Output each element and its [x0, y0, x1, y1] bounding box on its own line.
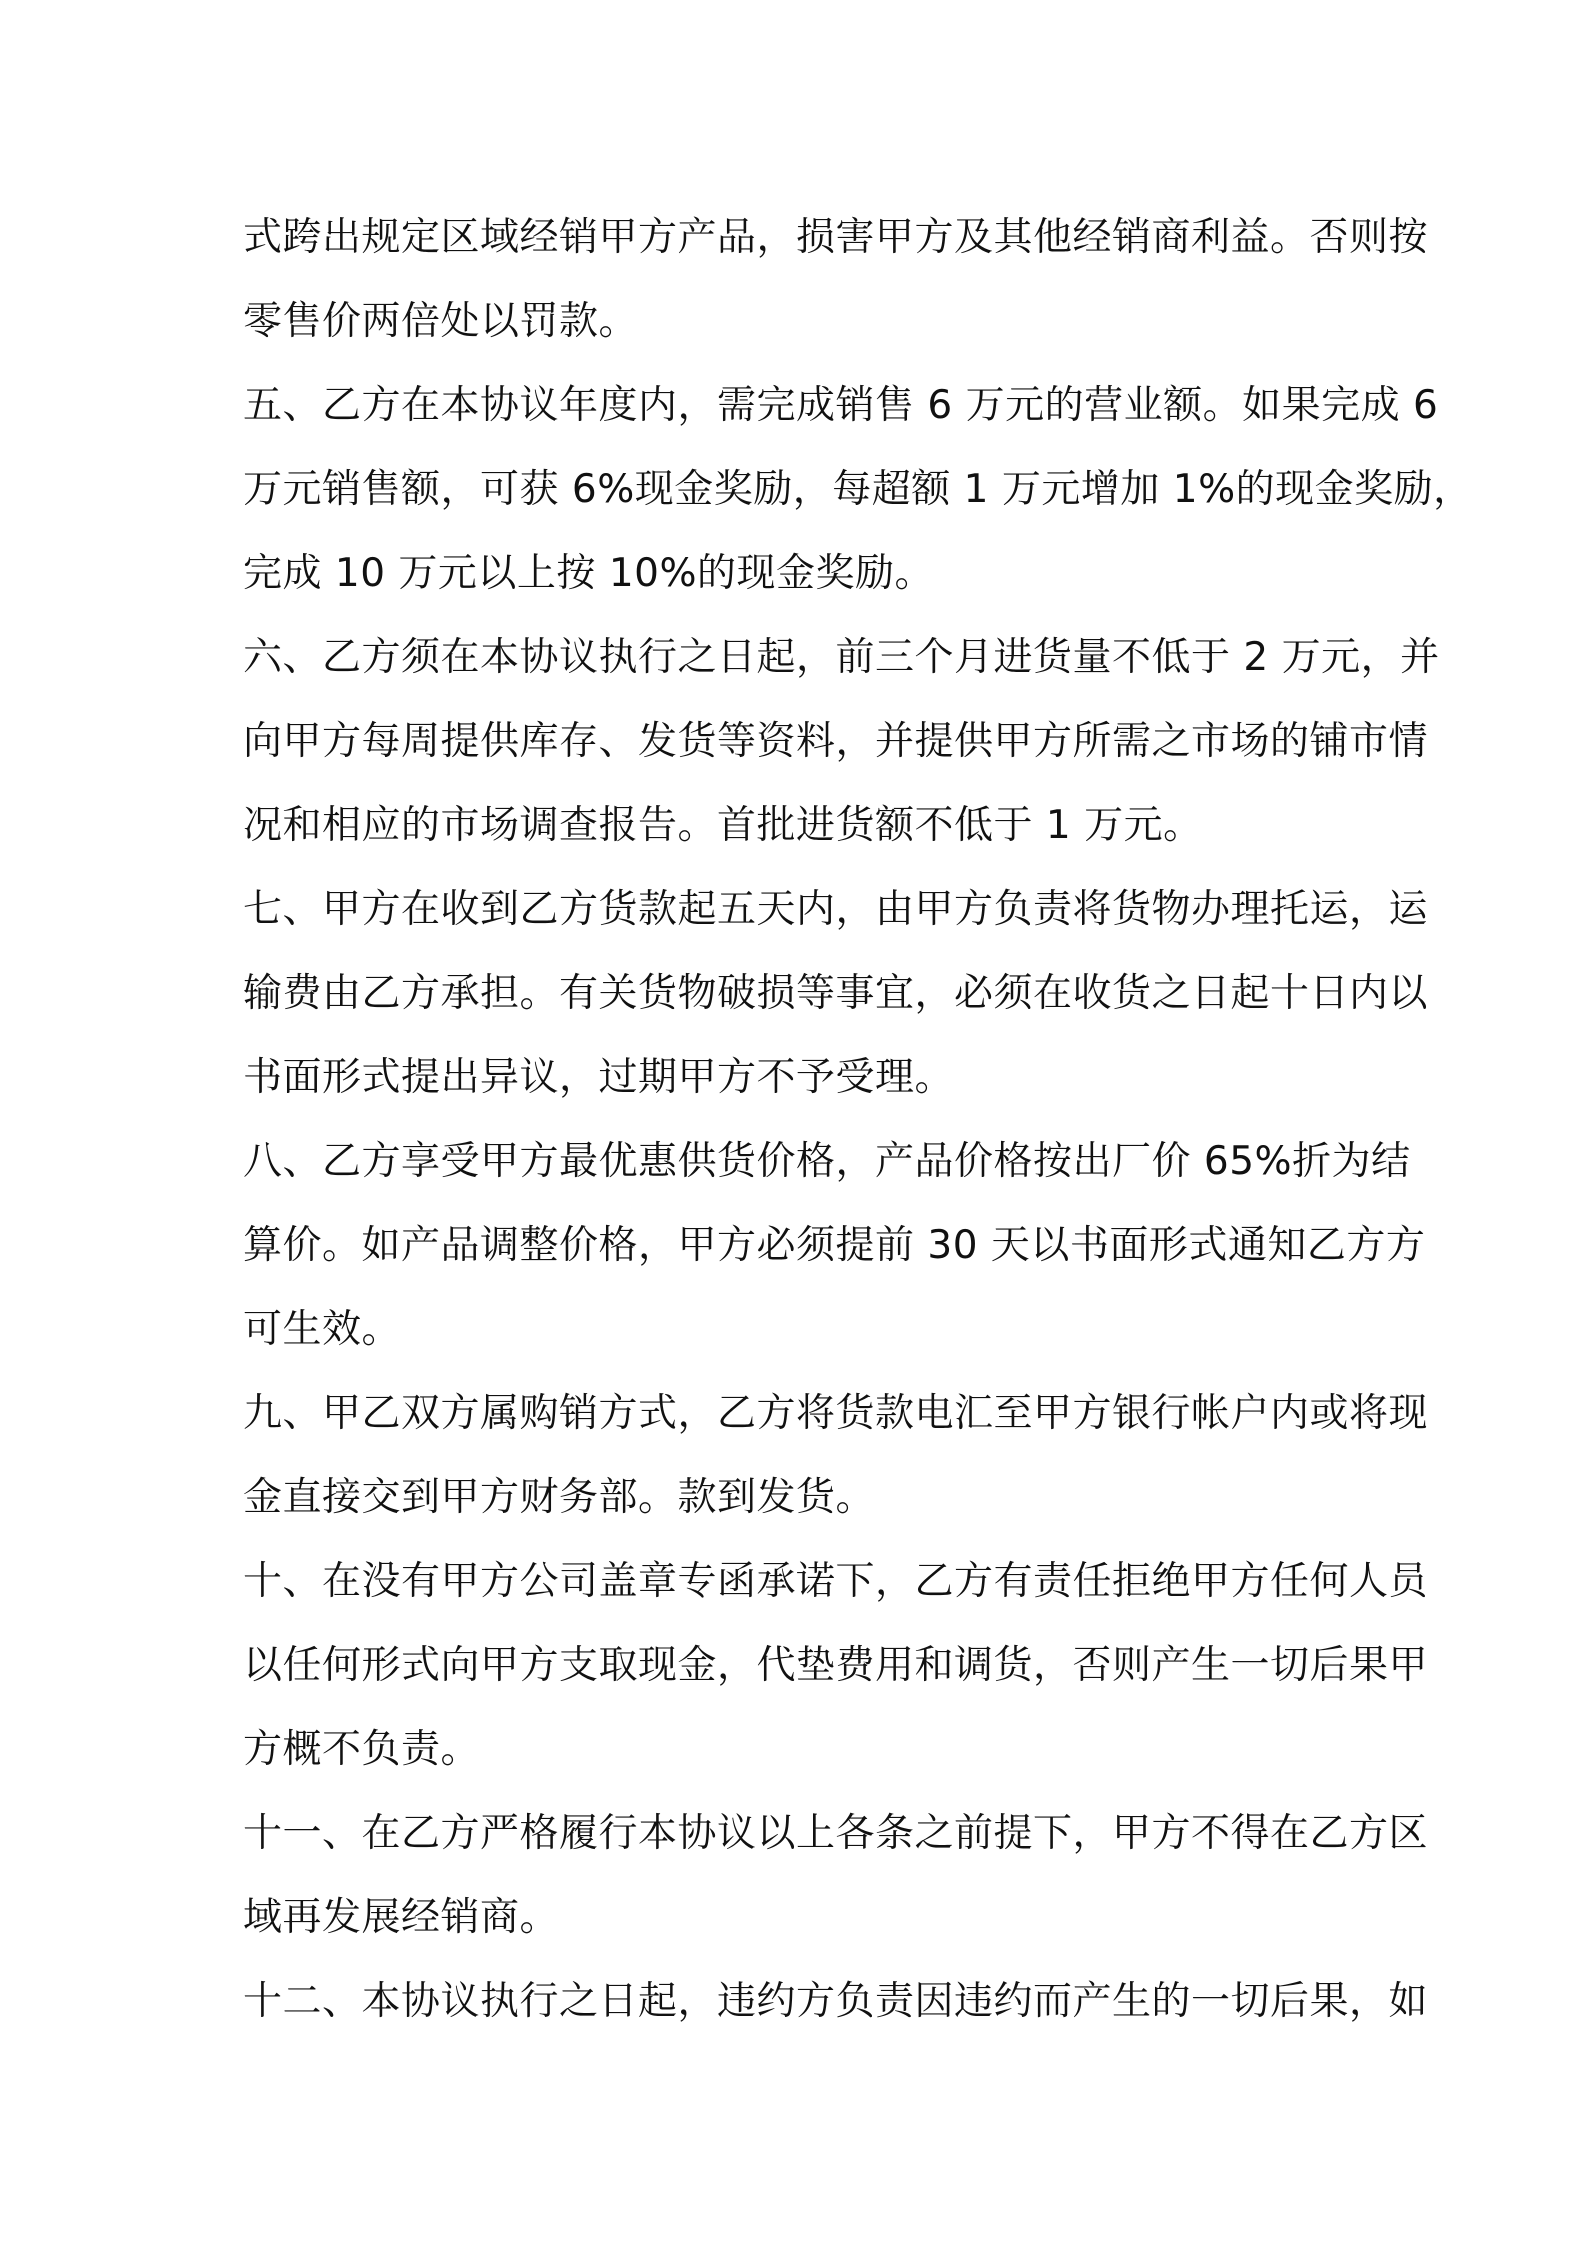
text-line: 五、乙方在本协议年度内，需完成销售 6 万元的营业额。如果完成 6: [243, 383, 1439, 428]
text-line: 十一、在乙方严格履行本协议以上各条之前提下，甲方不得在乙方区: [243, 1811, 1429, 1856]
text-line: 十二、本协议执行之日起，违约方负责因违约而产生的一切后果，如: [243, 1979, 1429, 2024]
text-line: 式跨出规定区域经销甲方产品，损害甲方及其他经销商利益。否则按: [243, 215, 1429, 260]
text-line: 完成 10 万元以上按 10%的现金奖励。: [243, 551, 935, 596]
text-line: 七、甲方在收到乙方货款起五天内，由甲方负责将货物办理托运，运: [243, 887, 1429, 932]
text-line: 方概不负责。: [243, 1727, 481, 1772]
text-line: 可生效。: [243, 1307, 402, 1352]
text-line: 十、在没有甲方公司盖章专函承诺下，乙方有责任拒绝甲方任何人员: [243, 1559, 1429, 1604]
text-line: 六、乙方须在本协议执行之日起，前三个月进货量不低于 2 万元，并: [243, 635, 1440, 680]
text-line: 域再发展经销商。: [243, 1895, 560, 1940]
text-line: 输费由乙方承担。有关货物破损等事宜，必须在收货之日起十日内以: [243, 971, 1429, 1016]
text-line: 向甲方每周提供库存、发货等资料，并提供甲方所需之市场的铺市情: [243, 719, 1429, 764]
text-line: 万元销售额，可获 6%现金奖励，每超额 1 万元增加 1%的现金奖励，: [243, 467, 1473, 512]
text-line: 算价。如产品调整价格，甲方必须提前 30 天以书面形式通知乙方方: [243, 1223, 1426, 1268]
text-line: 金直接交到甲方财务部。款到发货。: [243, 1475, 876, 1520]
text-line: 以任何形式向甲方支取现金，代垫费用和调货，否则产生一切后果甲: [243, 1643, 1429, 1688]
document-body: [243, 196, 1473, 2044]
text-line: 八、乙方享受甲方最优惠供货价格，产品价格按出厂价 65%折为结: [243, 1139, 1411, 1184]
text-line: 书面形式提出异议，过期甲方不予受理。: [243, 1055, 955, 1100]
text-line: 况和相应的市场调查报告。首批进货额不低于 1 万元。: [243, 803, 1203, 848]
text-line: 九、甲乙双方属购销方式，乙方将货款电汇至甲方银行帐户内或将现: [243, 1391, 1429, 1436]
text-line: 零售价两倍处以罚款。: [243, 299, 639, 344]
